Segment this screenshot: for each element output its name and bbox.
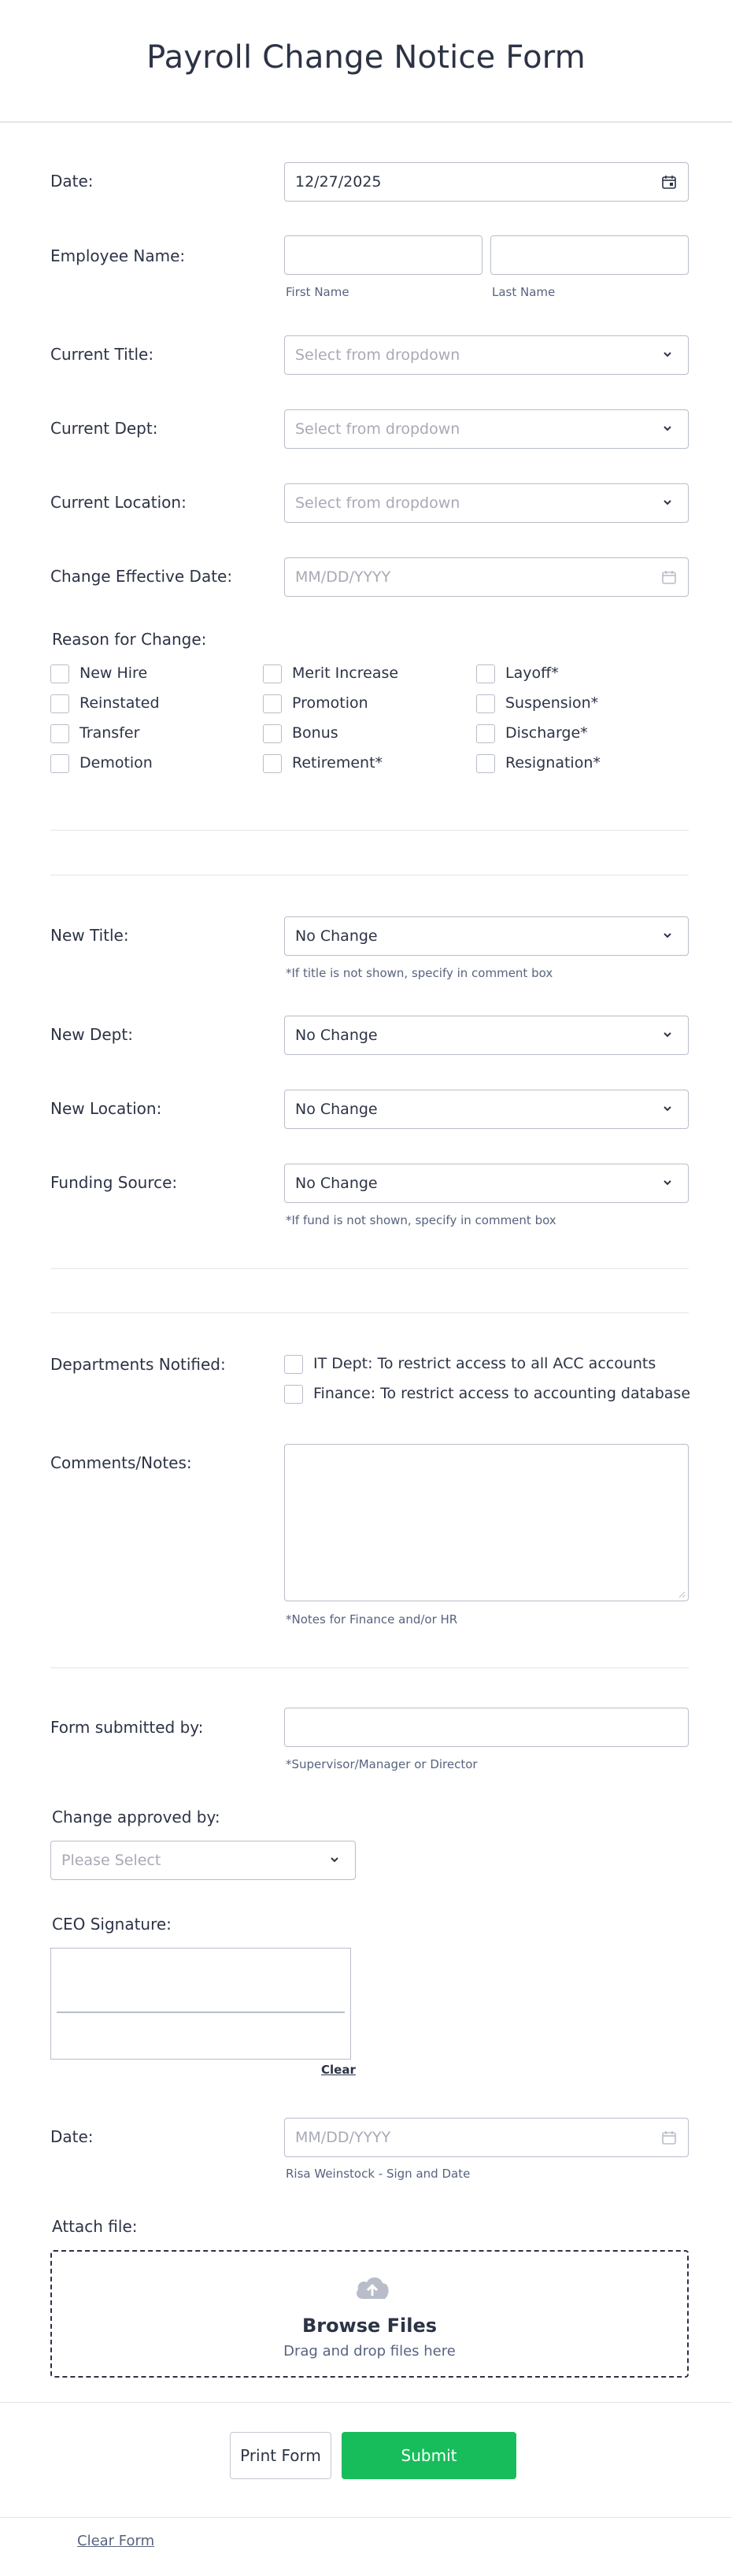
reason-option[interactable]: Merit Increase — [263, 663, 460, 687]
new-location-select[interactable] — [284, 1090, 689, 1129]
comments-hint: *Notes for Finance and/or HR — [286, 1612, 458, 1627]
checkbox[interactable] — [284, 1355, 303, 1374]
checkbox[interactable] — [476, 724, 495, 743]
chevron-down-icon — [328, 1853, 341, 1866]
current-title-select[interactable] — [284, 335, 689, 375]
date-input[interactable] — [284, 162, 689, 202]
divider — [50, 1312, 689, 1313]
sign-date-hint: Risa Weinstock - Sign and Date — [286, 2167, 471, 2181]
departments-notified-label: Departments Notified: — [50, 1355, 226, 1374]
chevron-down-icon — [661, 1102, 674, 1115]
chevron-down-icon — [661, 348, 674, 361]
calendar-icon[interactable] — [661, 569, 677, 585]
change-effective-date-placeholder: MM/DD/YYYY — [295, 568, 391, 586]
attach-label: Attach file: — [52, 2217, 138, 2236]
submitted-by-input[interactable] — [284, 1708, 689, 1747]
funding-source-label: Funding Source: — [50, 1173, 178, 1192]
new-title-label: New Title: — [50, 926, 129, 945]
submitted-by-hint: *Supervisor/Manager or Director — [286, 1757, 478, 1771]
first-name-input[interactable] — [284, 235, 482, 275]
reason-option[interactable]: Layoff* — [476, 663, 673, 687]
current-title-placeholder: Select from dropdown — [295, 346, 460, 364]
new-title-select[interactable] — [284, 916, 689, 956]
checkbox[interactable] — [263, 664, 282, 683]
approved-by-placeholder: Please Select — [61, 1852, 161, 1869]
checkbox[interactable] — [263, 754, 282, 773]
reason-option[interactable]: Reinstated — [50, 693, 247, 716]
reason-option[interactable]: Resignation* — [476, 753, 673, 776]
submit-button[interactable]: Submit — [342, 2432, 516, 2479]
reason-option[interactable]: Bonus — [263, 723, 460, 746]
comments-textarea[interactable] — [284, 1444, 689, 1601]
checkbox[interactable] — [50, 694, 69, 713]
chevron-down-icon — [661, 496, 674, 509]
current-dept-select[interactable] — [284, 409, 689, 449]
checkbox[interactable] — [263, 694, 282, 713]
comments-label: Comments/Notes: — [50, 1453, 192, 1472]
footer-divider — [0, 2517, 732, 2518]
signature-pad[interactable] — [50, 1948, 351, 2060]
cloud-upload-icon — [353, 2272, 391, 2302]
approved-by-select[interactable] — [50, 1841, 356, 1880]
calendar-icon[interactable] — [661, 174, 677, 190]
current-location-placeholder: Select from dropdown — [295, 494, 460, 512]
new-location-label: New Location: — [50, 1099, 162, 1118]
calendar-icon[interactable] — [661, 2130, 677, 2145]
reason-option[interactable]: New Hire — [50, 663, 247, 687]
divider — [50, 1268, 689, 1269]
last-name-input[interactable] — [490, 235, 689, 275]
submitted-by-label: Form submitted by: — [50, 1718, 204, 1737]
signature-line — [57, 2012, 345, 2013]
current-dept-label: Current Dept: — [50, 419, 158, 438]
reason-label: Reason for Change: — [52, 630, 207, 649]
funding-source-hint: *If fund is not shown, specify in comment box — [286, 1213, 556, 1227]
clear-form-link[interactable]: Clear Form — [77, 2533, 155, 2549]
resize-grip-icon[interactable] — [678, 1590, 686, 1598]
sign-date-label: Date: — [50, 2127, 94, 2146]
chevron-down-icon — [661, 929, 674, 942]
checkbox[interactable] — [476, 664, 495, 683]
drag-drop-label: Drag and drop files here — [283, 2343, 456, 2359]
new-title-value: No Change — [295, 927, 378, 945]
chevron-down-icon — [661, 1028, 674, 1041]
footer-divider — [0, 2402, 732, 2403]
new-dept-label: New Dept: — [50, 1025, 133, 1044]
first-name-sublabel: First Name — [286, 285, 349, 299]
dept-notified-option[interactable]: Finance: To restrict access to accounting database — [284, 1383, 689, 1407]
new-dept-select[interactable] — [284, 1016, 689, 1055]
file-dropzone[interactable] — [50, 2250, 689, 2378]
reason-option[interactable]: Retirement* — [263, 753, 460, 776]
checkbox[interactable] — [50, 724, 69, 743]
new-location-value: No Change — [295, 1101, 378, 1118]
checkbox[interactable] — [476, 694, 495, 713]
ceo-signature-label: CEO Signature: — [52, 1915, 172, 1934]
approved-by-label: Change approved by: — [52, 1808, 220, 1827]
chevron-down-icon — [661, 1176, 674, 1189]
last-name-sublabel: Last Name — [492, 285, 556, 299]
date-label: Date: — [50, 172, 94, 191]
current-title-label: Current Title: — [50, 345, 154, 364]
new-dept-value: No Change — [295, 1027, 378, 1044]
checkbox[interactable] — [50, 664, 69, 683]
reason-option[interactable]: Suspension* — [476, 693, 673, 716]
date-value: 12/27/2025 — [295, 173, 382, 191]
clear-signature-link[interactable]: Clear — [321, 2063, 356, 2077]
sign-date-input[interactable] — [284, 2118, 689, 2157]
dept-notified-option[interactable]: IT Dept: To restrict access to all ACC accounts — [284, 1353, 689, 1377]
funding-source-value: No Change — [295, 1175, 378, 1192]
browse-files-label[interactable]: Browse Files — [301, 2315, 438, 2337]
current-location-label: Current Location: — [50, 493, 187, 512]
new-title-hint: *If title is not shown, specify in comment box — [286, 966, 553, 980]
page-title: Payroll Change Notice Form — [146, 39, 586, 76]
reason-option[interactable]: Promotion — [263, 693, 460, 716]
divider — [50, 1667, 689, 1668]
employee-name-label: Employee Name: — [50, 246, 186, 265]
chevron-down-icon — [661, 422, 674, 435]
checkbox[interactable] — [50, 754, 69, 773]
change-effective-date-label: Change Effective Date: — [50, 567, 233, 586]
reason-option[interactable]: Discharge* — [476, 723, 673, 746]
change-effective-date-input[interactable] — [284, 557, 689, 597]
sign-date-placeholder: MM/DD/YYYY — [295, 2129, 391, 2146]
print-form-button[interactable]: Print Form — [230, 2432, 331, 2479]
funding-source-select[interactable] — [284, 1164, 689, 1203]
checkbox[interactable] — [284, 1385, 303, 1404]
current-location-select[interactable] — [284, 483, 689, 523]
reason-option[interactable]: Demotion — [50, 753, 247, 776]
divider — [50, 830, 689, 831]
checkbox[interactable] — [476, 754, 495, 773]
checkbox[interactable] — [263, 724, 282, 743]
reason-option[interactable]: Transfer — [50, 723, 247, 746]
current-dept-placeholder: Select from dropdown — [295, 420, 460, 438]
